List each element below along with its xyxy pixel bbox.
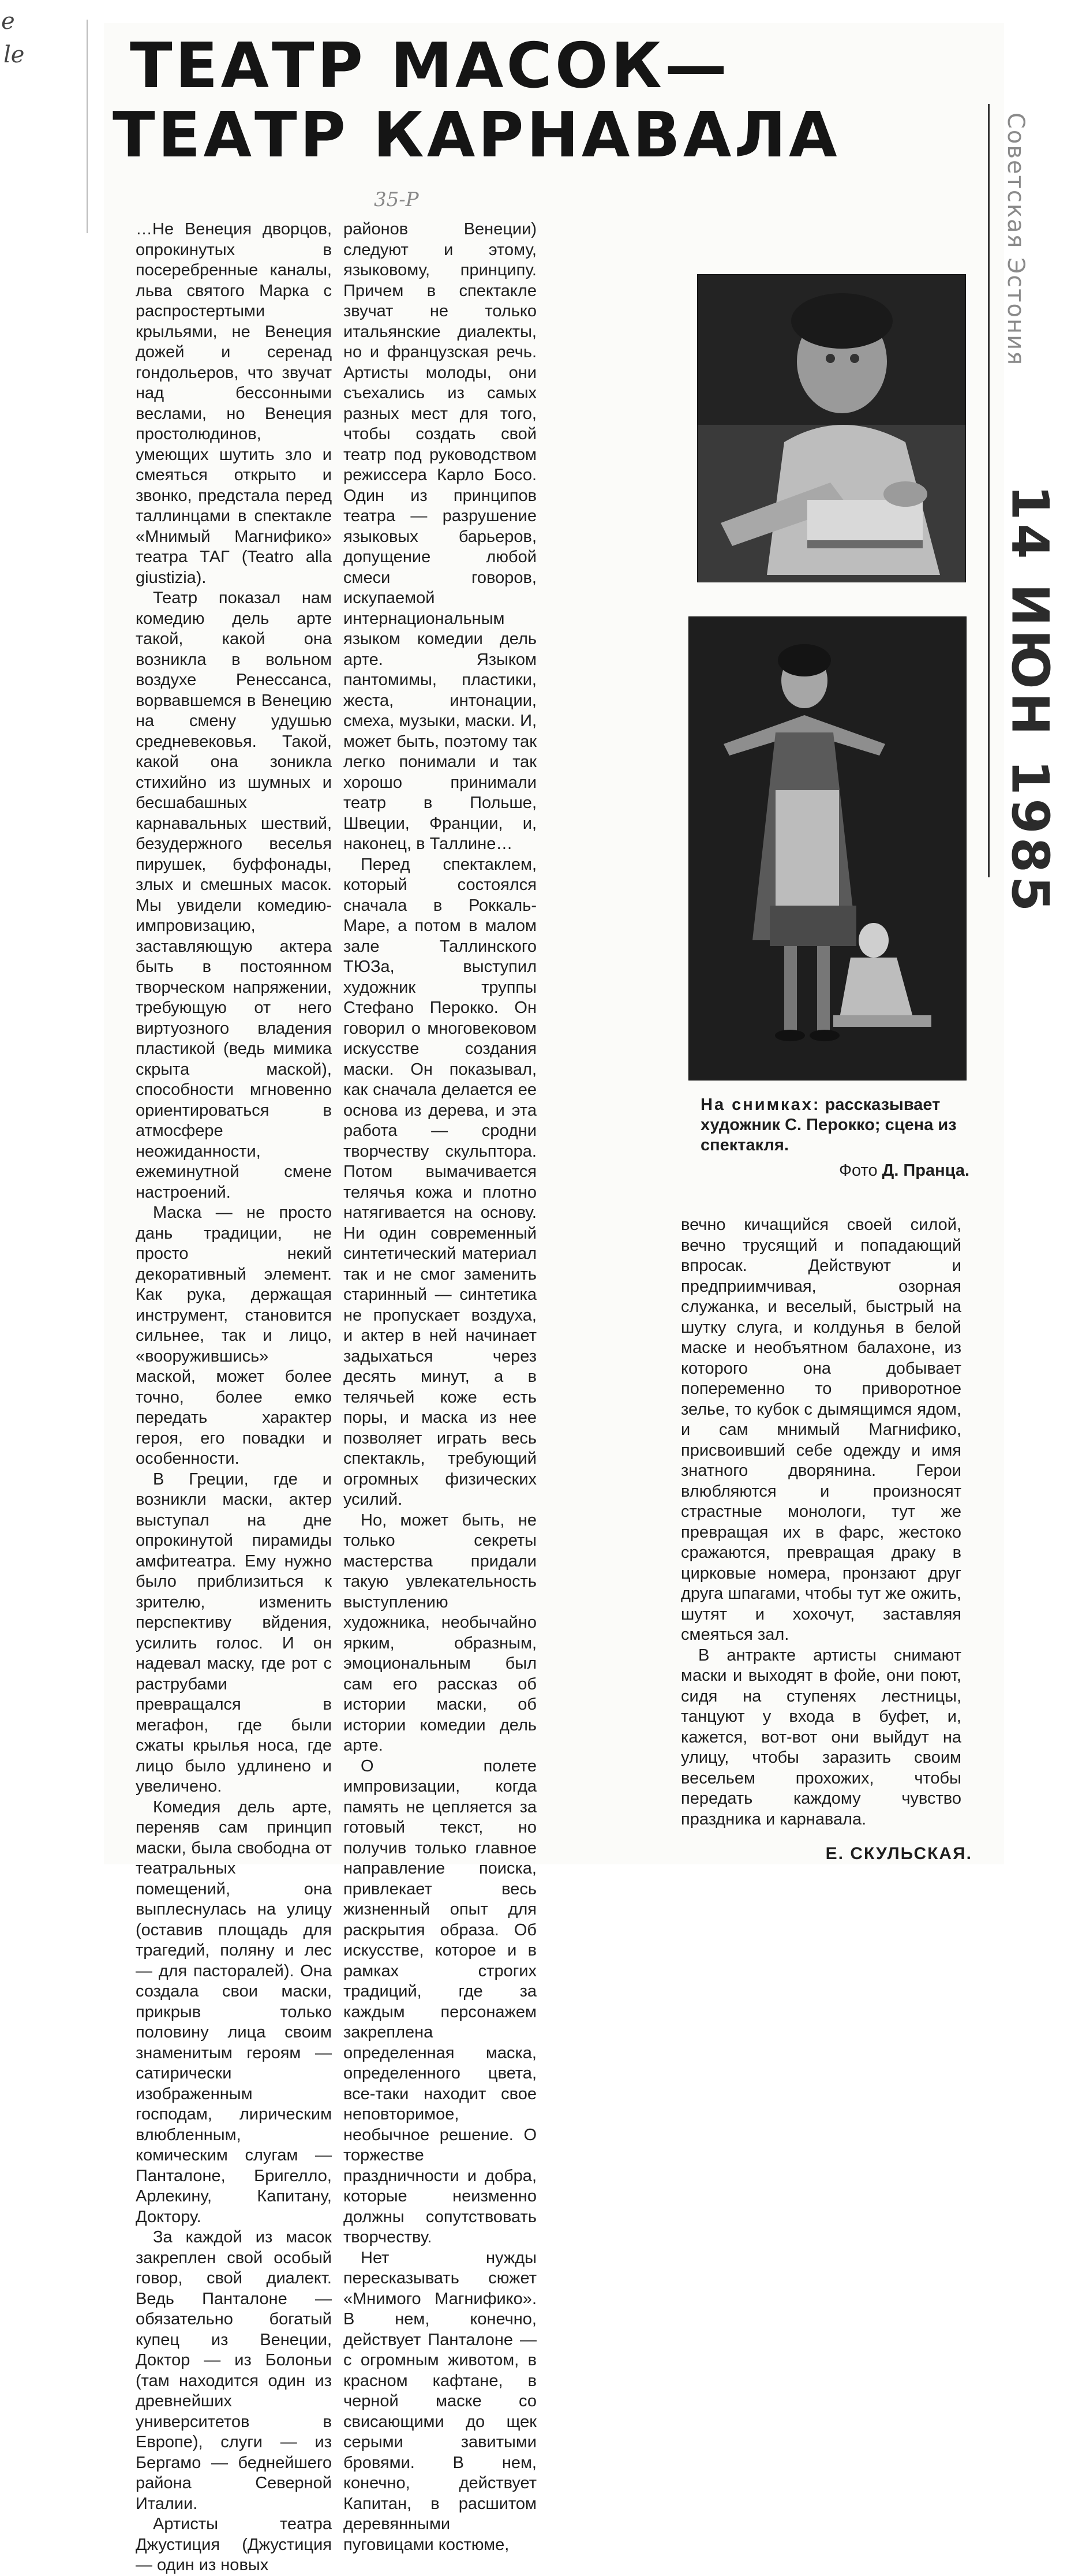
paragraph: За каждой из масок закреплен свой особый говор, свой диалект. Ведь Панталоне — обязательно богатый купец из Венеции, Доктор — из Болоньи (там находится один из древнейших университетов в Европе), слуги — из Бергамо — беднейшего района Северной Италии. <box>136 2228 332 2513</box>
caption-text: рассказывает художник С. Перокко; сцена из спектакля. <box>701 1096 957 1154</box>
paragraph: Но, может быть, не только секреты мастерства придали такую увлекательность выступлению художника, необычайно ярким, образным, эмоциональным был сам его рассказ об истории маски, об истории комедии дель арте. <box>343 1511 537 1755</box>
margin-note: e <box>1 8 15 35</box>
photo-scene-from-play <box>688 616 967 1081</box>
paragraph: В антракте артисты снимают маски и выходят в фойе, они поют, сидя на ступенях лестницы, танцуют у входа в буфет, и, кажется, вот-вот они выйдут на улицу, чтобы заразить своим весельем прохожих, чтобы передать каждому чувство праздника и карнавала. <box>681 1646 961 1829</box>
author-signature: Е. СКУЛЬСКАЯ. <box>825 1844 972 1863</box>
paragraph: Артисты театра Джустиция (Джустиция — один из новых <box>136 2515 332 2574</box>
credit-prefix: Фото <box>838 1161 878 1180</box>
photo-caption <box>701 1095 972 1156</box>
paragraph: Нет нужды пересказывать сюжет «Мнимого Магнифико». В нем, конечно, действует Панталоне — с огромным животом, в красном кафтане, в черной маске со свисающими до щек серыми завитыми бровями. В нем, конечно, действует Капитан, в расшитом деревянными пуговицами костюме, <box>343 2248 537 2554</box>
stamp-date: 14 ИЮН 1985 <box>1000 485 1060 915</box>
paragraph: В Греции, где и возникли маски, актер выступал на дне опрокинутой пирамиды амфитеатра. Ему нужно было приблизиться к зрителю, изменить перспективу вйдения, усилить голос. И он надевал маску, где рот с раструбами превращался в мегафон, где были сжаты крылья носа, где лицо было удлинено и увеличено. <box>136 1470 332 1796</box>
paragraph: …Не Венеция дворцов, опрокинутых в посеребренные каналы, льва святого Марка с распростертыми крыльями, не Венеция дожей и серенад гондольеров, что звучат над бессонными веслами, но Венеция простолюдинов, умеющих шутить зло и смеяться открыто и звонко, предстала перед таллинцами в спектакле «Мнимый Магнифико» театра ТАГ (Teatro alla giustizia). <box>136 220 332 587</box>
paragraph: вечно кичащийся своей силой, вечно трусящий и попадающий впросак. Действуют и предприимчивая, озорная служанка, и веселый, быстрый на шутку слуга, и колдунья в белой маске и необъятном балахоне, из которого она добывает попеременно то приворотное зелье, то кубок с дымящимся ядом, и сам мнимый Магнифико, присвоивший себе одежду и имя знатного дворянина. Герои влюбляются и произносят страстные монологи, тут же превращая их в фарс, жестоко сражаются, превращая драку в цирковые номера, пронзают друг друга шпагами, чтобы тут же ожить, шутят и хохочут, заставляя смеяться зал. <box>681 1216 961 1644</box>
text-column-2 <box>343 219 537 2555</box>
headline-line-1: ТЕАТР МАСОК— <box>130 30 730 102</box>
margin-note: le <box>3 42 25 68</box>
caption-lead: На снимках: <box>701 1096 821 1114</box>
headline-line-2: ТЕАТР КАРНАВАЛА <box>113 99 840 171</box>
clipping-edge <box>87 20 93 233</box>
paragraph: Перед спектаклем, который состоялся сначала в Роккаль-Маре, а потом в малом зале Таллинского ТЮЗа, выступил художник труппы Стефано Перокко. Он говорил о многовековом искусстве создания маски. Он показывал, как сначала делается ее основа из дерева, и эта работа — сродни творчеству скульптора. Потом вымачивается телячья кожа и плотно натягивается на основу. Ни один современный синтетический материал так и не смог заменить старинный — синтетика не пропускает воздуха, и актер в ней начинает задыхаться через десять минут, а в телячьей коже есть поры, и маска из нее позволяет играть весь спектакль, требующий огромных физических усилий. <box>343 855 537 1509</box>
pencil-mark: 35-Р <box>374 188 419 211</box>
paragraph: О полете импровизации, когда память не цепляется за готовый текст, но получив только главное направление поиска, привлекает весь жизненный опыт для раскрытия образа. Об искусстве, которое и в рамках строгих традиций, где за каждым персонажем закреплена определенная маска, определенного цвета, все-таки находит свое неповторимое, необычное решение. О торжестве праздничности и добра, которые неизменно должны сопутствовать творчеству. <box>343 1756 537 2246</box>
credit-name: Д. Пранца. <box>882 1161 969 1180</box>
photo-credit <box>819 1161 969 1180</box>
stamp-source: Советская Эстония <box>1002 113 1029 367</box>
paragraph: Театр показал нам комедию дель арте такой, какой она возникла в вольном воздухе Ренессанса, ворвавшемся в Венецию на смену удушью средневековья. Такой, какой она зоникла стихийно из шумных и бесшабашных карнавальных шествий, безудержного веселья пирушек, буффонады, злых и смешных масок. Мы увидели комедию-импровизацию, заставляющую актера быть в постоянном творческом напряжении, требующую от него виртуозного владения пластикой (ведь мимика скрыта маской), способности мгновенно ориентироваться в атмосфере неожиданности, ежеминутной смене настроений. <box>136 589 332 1202</box>
paragraph: Комедия дель арте, переняв сам принцип маски, была свободна от театральных помещений, она выплеснулась на улицу (оставив площадь для трагедий, поляну и лес — для пасторалей). Она создала свои маски, прикрыв только половину лица своим знаменитым героям — сатирически изображенным господам, лирическим влюбленным, комическим слугам — Панталоне, Бригелло, Арлекину, Капитану, Доктору. <box>136 1797 332 2226</box>
photo-artist-perokko <box>697 274 966 582</box>
text-column-1 <box>136 219 332 2576</box>
paragraph: Маска — не просто дань традиции, не просто некий декоративный элемент. Как рука, держащая инструмент, становится сильнее, так и лицо, «вооружившись» маской, может более точно, более емко передать характер героя, его повадки и особенности. <box>136 1203 332 1468</box>
article-headline <box>113 32 1030 170</box>
text-column-3 <box>681 1215 961 1830</box>
paragraph: районов Венеции) следуют и этому, языковому, принципу. Причем в спектакле звучат не только итальянские диалекты, но и французская речь. Артисты молоды, они съехались из самых разных мест для того, чтобы создать свой театр под руководством режиссера Карло Босо. Один из принципов театра — разрушение языковых барьеров, допущение любой смеси говоров, искупаемой интернациональным языком комедии дель арте. Языком пантомимы, пластики, жеста, интонации, смеха, музыки, маски. И, может быть, поэтому так легко понимали и так хорошо принимали театр в Польше, Швеции, Франции, и, наконец, в Таллине… <box>343 220 537 853</box>
